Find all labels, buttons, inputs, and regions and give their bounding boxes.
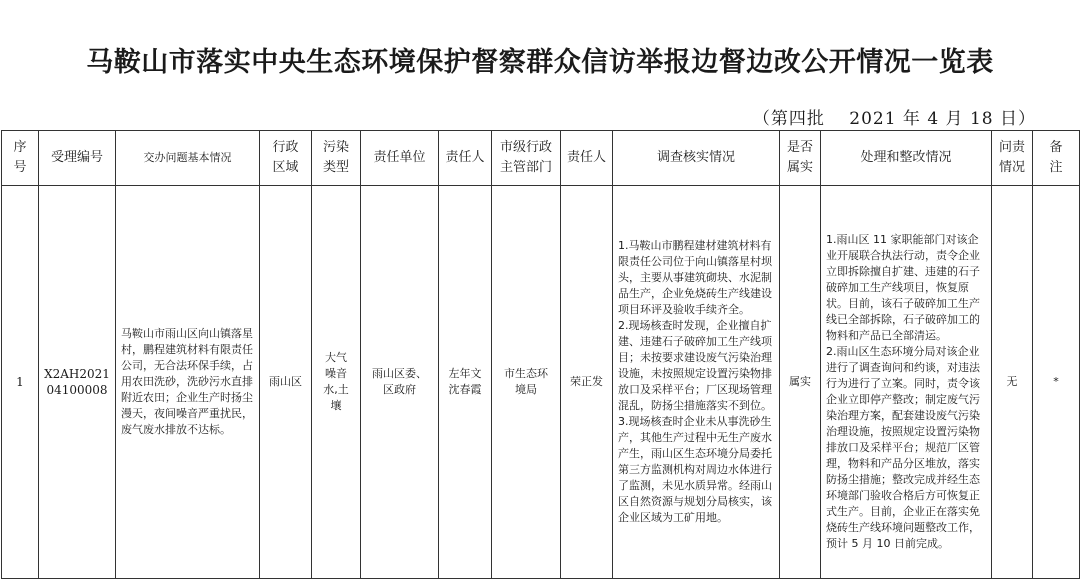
header-seq: 序 号 xyxy=(2,131,39,186)
header-dept: 市级行政 主管部门 xyxy=(492,131,561,186)
row-handling-cell xyxy=(821,186,992,579)
row-unit: 雨山区委、 区政府 xyxy=(361,186,439,579)
row-remark: * xyxy=(1033,186,1080,579)
header-dept-person: 责任人 xyxy=(561,131,613,186)
row-dept-person: 荣正发 xyxy=(561,186,613,579)
header-code: 受理编号 xyxy=(39,131,116,186)
row-is-true: 属实 xyxy=(780,186,821,579)
header-handling: 处理和整改情况 xyxy=(821,131,992,186)
row-code: X2AH2021 04100008 xyxy=(39,186,116,579)
table-row xyxy=(2,186,1080,579)
row-investigation-cell xyxy=(613,186,780,579)
header-pollution: 污染 类型 xyxy=(312,131,361,186)
header-district: 行政 区域 xyxy=(260,131,312,186)
header-unit: 责任单位 xyxy=(361,131,439,186)
row-handling: 1.雨山区 11 家职能部门对该企业开展联合执法行动，责令企业立即拆除擅自扩建、违建的石子破碎加工生产线项目，恢复原状。目前，该石子破碎加工生产线已全部拆除，石子破碎加工的物料和产品已全部清运。 2.雨山区生态环境分局对该企业进行了调查询问和约谈，对违法行为进行了立案。同时，责令该企业立即停产整改；制定废气污染治理方案，配套建设废气污染治理设施，按照规定设置污染物排放口及采样平台；规范厂区管理，物料和产品分区堆放，落实防扬尘措施；整改完成并经生态环境部门验收合格后方可恢复正式生产。目前，企业正在落实免烧砖生产线环境问题整改工作，预计 5 月 10 日前完成。 xyxy=(826,233,980,550)
disclosure-table xyxy=(1,130,1080,579)
row-issue-cell xyxy=(116,186,260,579)
row-issue: 马鞍山市雨山区向山镇落星村，鹏程建筑材料有限责任公司，无合法环保手续，占用农田洗砂，洗砂污水直排附近农田；企业生产时扬尘漫天，夜间噪音严重扰民，废气废水排放不达标。 xyxy=(121,327,253,436)
header-remark: 备 注 xyxy=(1033,131,1080,186)
page-title: 马鞍山市落实中央生态环境保护督察群众信访举报边督边改公开情况一览表 xyxy=(86,47,994,78)
batch-date: （第四批 2021 年 4 月 18 日） xyxy=(752,109,1036,129)
header-person: 责任人 xyxy=(439,131,492,186)
row-accountability: 无 xyxy=(992,186,1033,579)
header-investigation: 调查核实情况 xyxy=(613,131,780,186)
row-dept: 市生态环 境局 xyxy=(492,186,561,579)
header-accountability: 问责 情况 xyxy=(992,131,1033,186)
row-pollution: 大气 噪音 水,土 壤 xyxy=(312,186,361,579)
header-is-true: 是否 属实 xyxy=(780,131,821,186)
row-person: 左年文 沈春霞 xyxy=(439,186,492,579)
row-district: 雨山区 xyxy=(260,186,312,579)
header-row xyxy=(2,131,1080,186)
row-investigation: 1.马鞍山市鹏程建材建筑材料有限责任公司位于向山镇落星村坝头，主要从事建筑砌块、水泥制品生产，企业免烧砖生产线建设项目环评及验收手续齐全。 2.现场核查时发现，企业擅自扩建、违建石子破碎加工生产线项目；未按要求建设废气污染治理设施，未按照规定设置污染物排放口及采样平台；厂区现场管理混乱，防扬尘措施落实不到位。 3.现场核查时企业未从事洗砂生产，其他生产过程中无生产废水产生，雨山区生态环境分局委托第三方监测机构对周边水体进行了监测，未见水质异常。经雨山区自然资源与规划分局核实，该企业区域为工矿用地。 xyxy=(618,239,772,524)
row-seq: 1 xyxy=(2,186,39,579)
header-issue: 交办问题基本情况 xyxy=(116,131,260,186)
